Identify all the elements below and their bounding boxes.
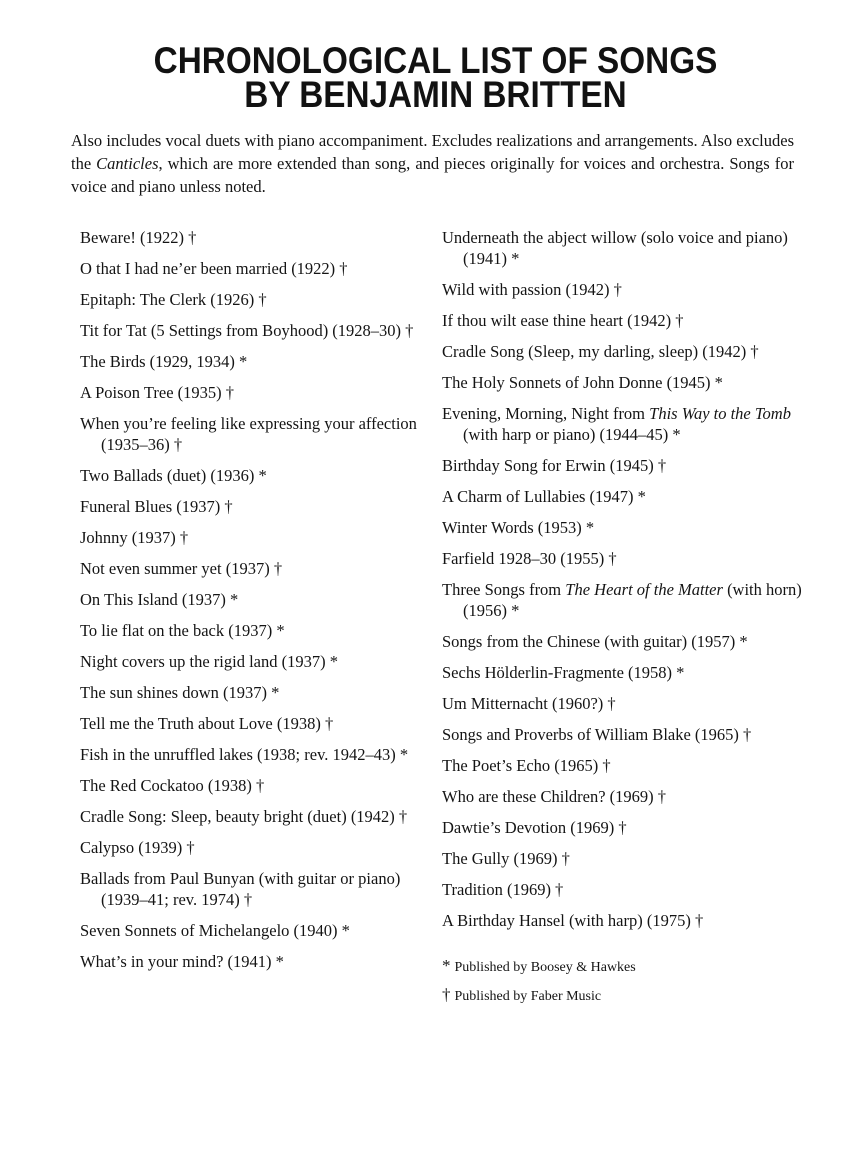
song-item xyxy=(80,806,442,827)
footnote-symbol: * xyxy=(442,956,451,975)
song-item xyxy=(442,817,806,838)
text-segment: Ballads from Paul Bunyan (with guitar or piano) xyxy=(80,869,401,888)
footnote xyxy=(442,957,806,976)
song-item xyxy=(80,465,442,486)
text-segment: Underneath the abject willow (solo voice and piano) xyxy=(442,228,788,247)
text-segment: (1941) * xyxy=(463,249,520,268)
text-segment: Sechs Hölderlin-Fragmente (1958) * xyxy=(442,663,685,682)
song-item xyxy=(442,631,806,652)
song-item xyxy=(442,910,806,931)
text-segment: A Birthday Hansel (with harp) (1975) † xyxy=(442,911,704,930)
song-list xyxy=(80,227,806,1015)
text-segment: Two Ballads (duet) (1936) * xyxy=(80,466,267,485)
song-item xyxy=(80,589,442,610)
page-title-line-1: CHRONOLOGICAL LIST OF SONGS xyxy=(153,40,718,81)
song-item xyxy=(80,227,442,248)
song-item xyxy=(442,693,806,714)
footnote xyxy=(442,986,806,1005)
song-item xyxy=(442,403,806,445)
text-segment: Three Songs from xyxy=(442,580,566,599)
song-item xyxy=(80,837,442,858)
song-item xyxy=(442,517,806,538)
song-item xyxy=(442,227,806,269)
text-segment: If thou wilt ease thine heart (1942) † xyxy=(442,311,684,330)
song-item xyxy=(80,713,442,734)
text-segment: The Red Cockatoo (1938) † xyxy=(80,776,265,795)
song-item xyxy=(80,320,442,341)
text-segment: Cradle Song (Sleep, my darling, sleep) (1942) † xyxy=(442,342,759,361)
text-segment: The sun shines down (1937) * xyxy=(80,683,280,702)
text-segment: Dawtie’s Devotion (1969) † xyxy=(442,818,627,837)
italic-text-segment: The Heart of the Matter xyxy=(565,580,723,599)
text-segment: Um Mitternacht (1960?) † xyxy=(442,694,616,713)
intro-paragraph xyxy=(71,129,794,198)
song-item xyxy=(80,558,442,579)
text-segment: Johnny (1937) † xyxy=(80,528,189,547)
text-segment: (1956) * xyxy=(463,601,520,620)
song-item xyxy=(442,486,806,507)
song-item xyxy=(442,455,806,476)
song-item xyxy=(80,413,442,455)
song-item xyxy=(80,868,442,910)
page-title-line-2: BY BENJAMIN BRITTEN xyxy=(244,74,627,115)
text-segment: Also includes vocal duets with piano accompaniment. Excludes realizations and arrangements. Also excludes the xyxy=(71,131,794,173)
text-segment: On This Island (1937) * xyxy=(80,590,239,609)
text-segment: Calypso (1939) † xyxy=(80,838,195,857)
song-item xyxy=(80,744,442,765)
text-segment: Wild with passion (1942) † xyxy=(442,280,622,299)
song-item xyxy=(442,879,806,900)
song-item xyxy=(442,662,806,683)
text-segment: To lie flat on the back (1937) * xyxy=(80,621,285,640)
text-segment: (with horn) xyxy=(722,580,802,599)
song-item xyxy=(442,579,806,621)
text-segment: When you’re feeling like expressing your affection xyxy=(80,414,417,433)
text-segment: Tradition (1969) † xyxy=(442,880,564,899)
text-segment: Birthday Song for Erwin (1945) † xyxy=(442,456,667,475)
song-item xyxy=(80,620,442,641)
song-item xyxy=(80,775,442,796)
song-item xyxy=(80,496,442,517)
song-column-left xyxy=(80,227,442,982)
song-item xyxy=(442,755,806,776)
song-item xyxy=(442,786,806,807)
song-item xyxy=(80,951,442,972)
text-segment: Funeral Blues (1937) † xyxy=(80,497,233,516)
song-item xyxy=(80,289,442,310)
song-item xyxy=(442,372,806,393)
song-item xyxy=(442,724,806,745)
song-item xyxy=(80,351,442,372)
text-segment: (1939–41; rev. 1974) † xyxy=(101,890,253,909)
text-segment: (1935–36) † xyxy=(101,435,183,454)
text-segment: Epitaph: The Clerk (1926) † xyxy=(80,290,267,309)
song-item xyxy=(80,651,442,672)
text-segment: Fish in the unruffled lakes (1938; rev. 1942–43) * xyxy=(80,745,409,764)
text-segment: Who are these Children? (1969) † xyxy=(442,787,667,806)
text-segment: O that I had ne’er been married (1922) † xyxy=(80,259,348,278)
song-item xyxy=(442,341,806,362)
song-item xyxy=(442,310,806,331)
song-item xyxy=(80,682,442,703)
text-segment: Songs and Proverbs of William Blake (1965) † xyxy=(442,725,752,744)
text-segment: The Gully (1969) † xyxy=(442,849,570,868)
song-item xyxy=(442,279,806,300)
song-item xyxy=(80,920,442,941)
text-segment: The Birds (1929, 1934) * xyxy=(80,352,248,371)
text-segment: (with harp or piano) (1944–45) * xyxy=(463,425,681,444)
footnote-symbol: † xyxy=(442,985,451,1004)
text-segment: Tit for Tat (5 Settings from Boyhood) (1928–30) † xyxy=(80,321,414,340)
text-segment: A Charm of Lullabies (1947) * xyxy=(442,487,646,506)
song-item xyxy=(80,382,442,403)
text-segment: Night covers up the rigid land (1937) * xyxy=(80,652,338,671)
text-segment: What’s in your mind? (1941) * xyxy=(80,952,284,971)
text-segment: The Poet’s Echo (1965) † xyxy=(442,756,611,775)
text-segment: Farfield 1928–30 (1955) † xyxy=(442,549,617,568)
page-title xyxy=(65,40,806,115)
song-item xyxy=(442,548,806,569)
text-segment: Beware! (1922) † xyxy=(80,228,197,247)
text-segment: A Poison Tree (1935) † xyxy=(80,383,235,402)
song-item xyxy=(442,848,806,869)
footnote-text: Published by Boosey & Hawkes xyxy=(454,960,636,975)
text-segment: Tell me the Truth about Love (1938) † xyxy=(80,714,334,733)
italic-text-segment: Canticles xyxy=(96,154,159,173)
text-segment: , which are more extended than song, and pieces originally for voices and orchestra. Songs for voice and piano unless noted. xyxy=(71,154,794,196)
footnotes xyxy=(442,957,806,1005)
text-segment: Cradle Song: Sleep, beauty bright (duet) (1942) † xyxy=(80,807,408,826)
song-item xyxy=(80,527,442,548)
text-segment: Evening, Morning, Night from xyxy=(442,404,650,423)
song-item xyxy=(80,258,442,279)
song-column-right xyxy=(442,227,806,1015)
italic-text-segment: This Way to the Tomb xyxy=(649,404,791,423)
text-segment: The Holy Sonnets of John Donne (1945) * xyxy=(442,373,723,392)
text-segment: Seven Sonnets of Michelangelo (1940) * xyxy=(80,921,350,940)
text-segment: Songs from the Chinese (with guitar) (1957) * xyxy=(442,632,748,651)
footnote-text: Published by Faber Music xyxy=(454,989,602,1004)
text-segment: Winter Words (1953) * xyxy=(442,518,595,537)
text-segment: Not even summer yet (1937) † xyxy=(80,559,283,578)
